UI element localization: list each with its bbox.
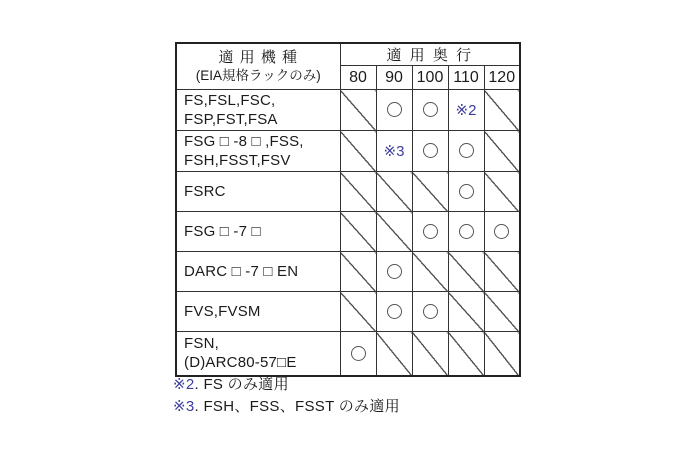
depth-cell bbox=[412, 131, 448, 172]
depth-cell bbox=[484, 172, 520, 212]
model-name: FS,FSL,FSC, FSP,FST,FSA bbox=[176, 90, 340, 131]
footnote-3 bbox=[173, 396, 400, 418]
footnote-2-marker: ※2 bbox=[173, 376, 195, 393]
depth-cell bbox=[448, 292, 484, 332]
depth-cell bbox=[376, 172, 412, 212]
table-row bbox=[176, 292, 520, 332]
circle-mark bbox=[387, 264, 402, 279]
table-row bbox=[176, 332, 520, 376]
footnote-2 bbox=[173, 374, 400, 396]
depth-cell bbox=[340, 90, 376, 131]
model-header-title: 適 用 機 種 bbox=[218, 49, 298, 66]
depth-cell bbox=[376, 332, 412, 376]
depth-col-90: 90 bbox=[376, 66, 412, 90]
footnotes bbox=[173, 374, 400, 417]
model-column-header bbox=[176, 43, 340, 90]
depth-cell bbox=[340, 292, 376, 332]
depth-cell bbox=[376, 252, 412, 292]
table-row bbox=[176, 212, 520, 252]
depth-cell bbox=[484, 131, 520, 172]
depth-cell bbox=[340, 332, 376, 376]
depth-cell bbox=[340, 212, 376, 252]
table-row bbox=[176, 131, 520, 172]
table-row bbox=[176, 252, 520, 292]
footnote-2-text: . FS のみ適用 bbox=[194, 376, 289, 393]
circle-mark bbox=[459, 184, 474, 199]
model-name: FSN, (D)ARC80-57□E bbox=[176, 332, 340, 376]
depth-cell bbox=[484, 90, 520, 131]
depth-col-80: 80 bbox=[340, 66, 376, 90]
depth-cell bbox=[484, 332, 520, 376]
circle-mark bbox=[423, 102, 438, 117]
circle-mark bbox=[423, 143, 438, 158]
depth-cell bbox=[340, 131, 376, 172]
model-name: FSRC bbox=[176, 172, 340, 212]
circle-mark bbox=[459, 143, 474, 158]
depth-group-header: 適 用 奥 行 bbox=[340, 43, 520, 66]
depth-cell bbox=[484, 292, 520, 332]
depth-cell bbox=[376, 90, 412, 131]
depth-cell bbox=[448, 332, 484, 376]
depth-cell bbox=[484, 212, 520, 252]
circle-mark bbox=[387, 304, 402, 319]
footnote-3-text: . FSH、FSS、FSST のみ適用 bbox=[194, 397, 400, 415]
depth-cell: ※3 bbox=[376, 131, 412, 172]
depth-col-120: 120 bbox=[484, 66, 520, 90]
table-row bbox=[176, 90, 520, 131]
depth-cell bbox=[412, 292, 448, 332]
depth-col-100: 100 bbox=[412, 66, 448, 90]
circle-mark bbox=[423, 224, 438, 239]
depth-cell bbox=[340, 252, 376, 292]
circle-mark bbox=[387, 102, 402, 117]
depth-cell: ※2 bbox=[448, 90, 484, 131]
depth-cell bbox=[484, 252, 520, 292]
circle-mark bbox=[459, 224, 474, 239]
depth-cell bbox=[412, 212, 448, 252]
depth-cell bbox=[412, 252, 448, 292]
model-name: FSG □ -7 □ bbox=[176, 212, 340, 252]
model-name: DARC □ -7 □ EN bbox=[176, 252, 340, 292]
depth-cell bbox=[412, 172, 448, 212]
depth-cell bbox=[448, 252, 484, 292]
depth-cell bbox=[412, 90, 448, 131]
depth-cell bbox=[340, 172, 376, 212]
compatibility-table bbox=[175, 42, 521, 377]
depth-cell bbox=[448, 212, 484, 252]
circle-mark bbox=[494, 224, 509, 239]
depth-cell bbox=[376, 292, 412, 332]
table-row bbox=[176, 172, 520, 212]
circle-mark bbox=[351, 346, 366, 361]
model-name: FSG □ -8 □ ,FSS, FSH,FSST,FSV bbox=[176, 131, 340, 172]
footnote-3-marker: ※3 bbox=[173, 397, 195, 415]
model-name: FVS,FVSM bbox=[176, 292, 340, 332]
depth-col-110: 110 bbox=[448, 66, 484, 90]
circle-mark bbox=[423, 304, 438, 319]
depth-cell bbox=[448, 172, 484, 212]
depth-cell bbox=[412, 332, 448, 376]
depth-cell bbox=[376, 212, 412, 252]
model-header-subtitle: (EIA規格ラックのみ) bbox=[195, 68, 321, 83]
depth-cell bbox=[448, 131, 484, 172]
